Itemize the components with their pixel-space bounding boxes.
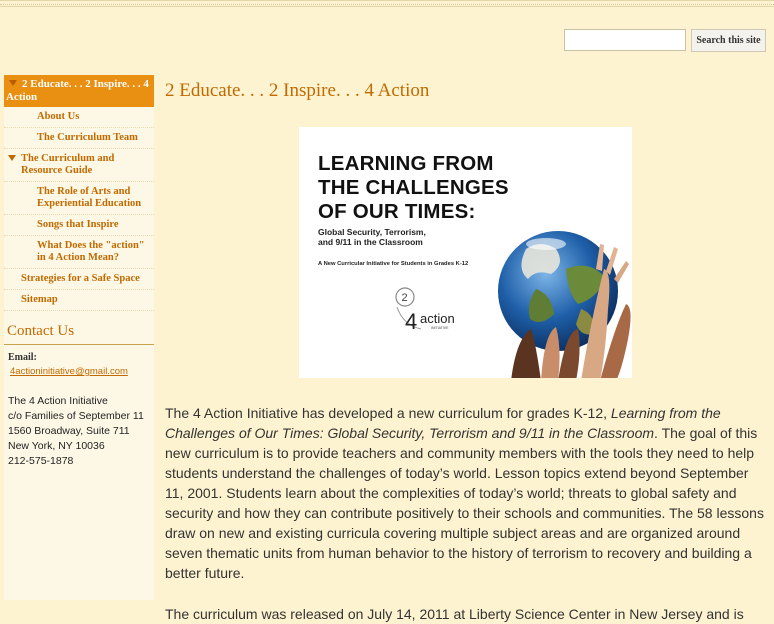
hero-subtitle <box>318 227 426 247</box>
page-title: 2 Educate. . . 2 Inspire. . . 4 Action <box>165 80 430 101</box>
main-content <box>165 403 765 624</box>
sidebar-item-curriculum-guide[interactable] <box>4 149 154 182</box>
search-button[interactable]: Search this site <box>691 29 766 52</box>
hero-title-line: THE CHALLENGES <box>318 176 509 199</box>
phone-number: 212-575-1878 <box>8 455 74 467</box>
address-line: 1560 Broadway, Suite 711 <box>8 425 130 437</box>
sidebar-item-sitemap[interactable]: Sitemap <box>4 290 154 311</box>
globe-hands-illustration <box>496 209 632 378</box>
sidebar-item-home[interactable] <box>4 75 154 107</box>
top-border-dotted <box>0 4 774 5</box>
address-line: c/o Families of September 11 <box>8 410 144 422</box>
search-input[interactable] <box>564 29 686 51</box>
sidebar-item-curriculum-team[interactable]: The Curriculum Team <box>4 128 154 149</box>
hero-title-line: OF OUR TIMES: <box>318 200 476 223</box>
hero-image <box>299 127 632 378</box>
address-block <box>4 377 154 469</box>
sidebar-item-label: 2 Educate. . . 2 Inspire. . . 4 Action <box>6 78 149 103</box>
logo-word: action <box>420 311 455 326</box>
email-label: Email: <box>8 352 37 363</box>
logo-number-2: 2 <box>401 292 408 304</box>
sidebar-item-label: The Curriculum and Resource Guide <box>21 153 115 176</box>
curriculum-title: Learning from the Challenges of Our Times: Global Security, Terrorism and 9/11 in the Classroom <box>165 405 721 441</box>
logo-number-4: 4 <box>405 309 418 334</box>
address-line: New York, NY 10036 <box>8 440 105 452</box>
address-line: The 4 Action Initiative <box>8 395 108 407</box>
paragraph-text: The 4 Action Initiative has developed a new curriculum for grades K-12, <box>165 405 611 421</box>
4-action-logo-icon <box>395 285 465 345</box>
contact-heading: Contact Us <box>4 317 154 345</box>
hero-tagline: A New Curricular Initiative for Students in Grades K-12 <box>318 261 469 267</box>
hero-title-line: LEARNING FROM <box>318 152 494 175</box>
sidebar <box>4 75 154 600</box>
email-link[interactable]: 4actioninitiative@gmail.com <box>10 366 128 377</box>
logo-small: INITIATIVE <box>431 326 449 330</box>
hero-title <box>318 152 509 224</box>
sidebar-item-arts-education[interactable]: The Role of Arts and Experiential Education <box>4 182 154 215</box>
hero-subtitle-line: and 9/11 in the Classroom <box>318 237 423 247</box>
sidebar-item-about-us[interactable]: About Us <box>4 107 154 128</box>
paragraph-text: . The goal of this new curriculum is to provide teachers and community members with the tools they need to help students understand the challenges of today’s world. Lesson topics extend beyond September 11, 2001. Students learn about the complexities of today’s world; threats to global safety and security and how they can contribute positively to their schools and communities. The 58 lessons draw on new and existing curricula covering multiple subject areas and are organized around seven thematic units from human behavior to the history of terrorism to recovery and building a better future. <box>165 425 764 581</box>
hero-subtitle-line: Global Security, Terrorism, <box>318 227 426 237</box>
release-paragraph: The curriculum was released on July 14, 2011 at Liberty Science Center in New Jersey and is <box>165 606 744 622</box>
sidebar-item-safe-space[interactable]: Strategies for a Safe Space <box>4 269 154 290</box>
intro-paragraph <box>165 403 765 583</box>
triangle-down-icon <box>9 80 17 86</box>
triangle-down-icon <box>8 155 16 161</box>
sidebar-item-songs[interactable]: Songs that Inspire <box>4 215 154 236</box>
sidebar-item-action-meaning[interactable]: What Does the "action" in 4 Action Mean? <box>4 236 154 269</box>
